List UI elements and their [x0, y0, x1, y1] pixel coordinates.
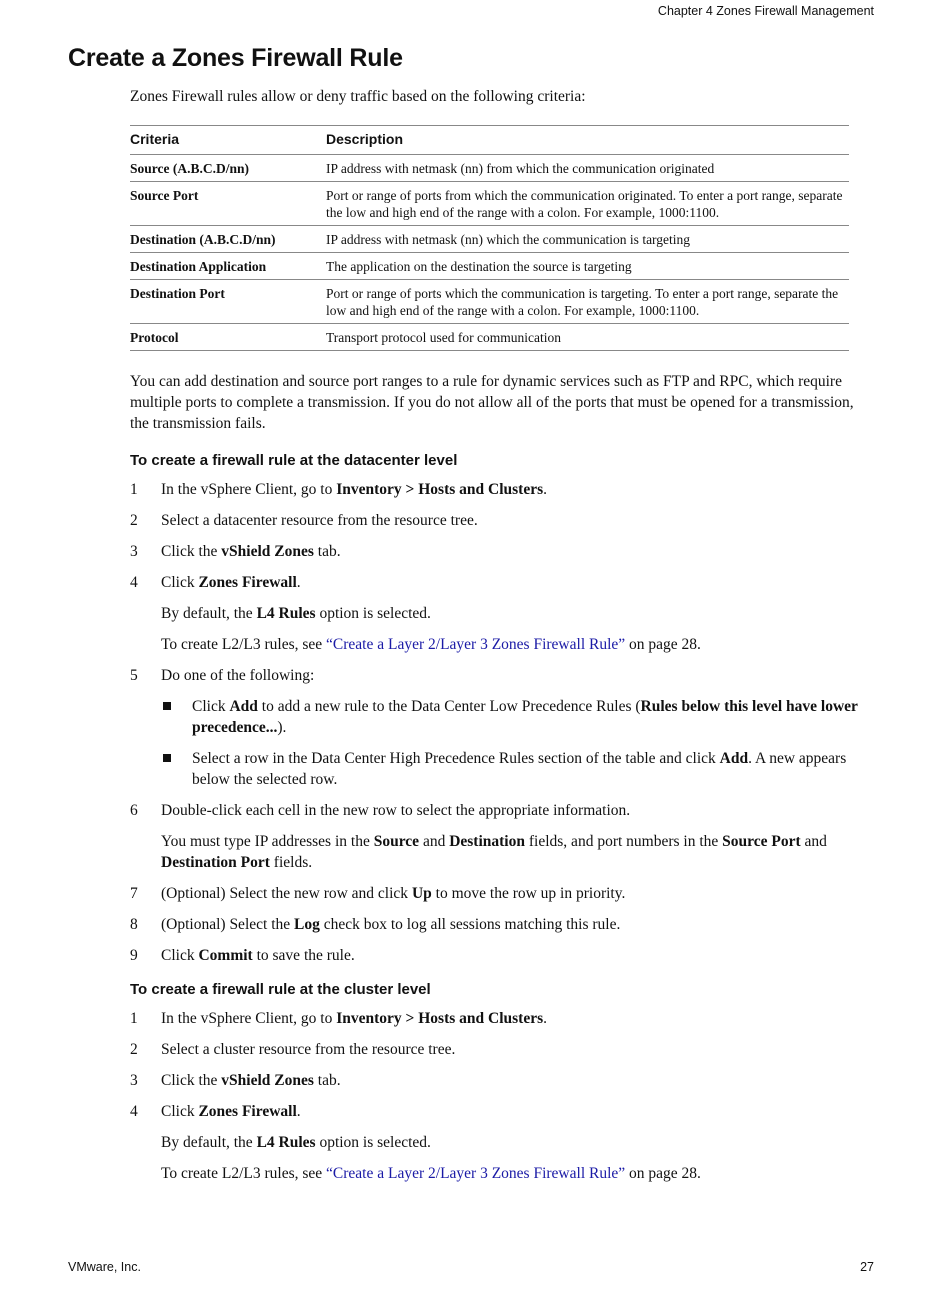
note-text: on page 28. — [625, 1165, 701, 1182]
step-number: 4 — [130, 1103, 138, 1120]
step-item — [130, 572, 875, 655]
step-number: 2 — [130, 512, 138, 529]
note-text: To create L2/L3 rules, see — [161, 636, 327, 653]
step-number: 3 — [130, 543, 138, 560]
step-note — [161, 831, 875, 873]
criteria-cell: Destination Application — [130, 253, 326, 280]
step-text: Double-click each cell in the new row to select the appropriate information. — [161, 802, 631, 819]
bullet-list — [161, 696, 875, 790]
description-cell: Transport protocol used for communication — [326, 324, 849, 351]
description-cell: IP address with netmask (nn) from which the communication originated — [326, 155, 849, 182]
description-cell: Port or range of ports which the communication is targeting. To enter a port range, separate the low and high end of the range with a colon. For example, 1000:1100. — [326, 280, 849, 324]
running-head: Chapter 4 Zones Firewall Management — [657, 4, 874, 18]
note-text: option is selected. — [315, 1134, 431, 1151]
table-header-description: Description — [326, 126, 849, 155]
step-note — [161, 1132, 875, 1153]
step-ui-term: Zones Firewall — [198, 574, 297, 591]
step-number: 3 — [130, 1072, 138, 1089]
square-bullet-icon — [163, 754, 171, 762]
bullet-text: . A new appears below the selected row. — [192, 750, 847, 788]
step-item — [130, 1008, 875, 1029]
table-row — [130, 280, 849, 324]
step-text: tab. — [313, 543, 341, 560]
step-ui-term: Commit — [198, 947, 253, 964]
note-text: You must type IP addresses in the — [161, 833, 374, 850]
bullet-item — [161, 748, 875, 790]
step-number: 1 — [130, 481, 138, 498]
step-text: Select a cluster resource from the resource tree. — [161, 1041, 456, 1058]
step-text: Click — [161, 947, 199, 964]
square-bullet-icon — [163, 702, 171, 710]
step-number: 4 — [130, 574, 138, 591]
step-note — [161, 1163, 875, 1184]
bullet-ui-term: Add — [229, 698, 258, 715]
step-item — [130, 541, 875, 562]
step-text: Click the — [161, 1072, 222, 1089]
description-cell: Port or range of ports from which the communication originated. To enter a port range, separate the low and high end of the range with a colon. For example, 1000:1100. — [326, 182, 849, 226]
steps-list-datacenter — [130, 479, 875, 966]
intro-text: Zones Firewall rules allow or deny traffic based on the following criteria: — [130, 88, 586, 105]
note-text: fields. — [269, 854, 313, 871]
note-ui-term: Destination — [449, 833, 525, 850]
note-text: and — [800, 833, 827, 850]
step-text: . — [543, 481, 547, 498]
note-ui-term: L4 Rules — [256, 605, 316, 622]
step-text: check box to log all sessions matching this rule. — [319, 916, 621, 933]
step-ui-term: Up — [411, 885, 432, 902]
table-row — [130, 324, 849, 351]
table-row — [130, 182, 849, 226]
procedure-heading-datacenter: To create a firewall rule at the datacenter level — [130, 452, 458, 469]
criteria-cell: Destination (A.B.C.D/nn) — [130, 226, 326, 253]
criteria-cell: Source Port — [130, 182, 326, 226]
note-ui-term: Destination Port — [161, 854, 270, 871]
table-header-criteria: Criteria — [130, 126, 326, 155]
note-text: option is selected. — [315, 605, 431, 622]
step-number: 1 — [130, 1010, 138, 1027]
table-row — [130, 155, 849, 182]
step-text: Click the — [161, 543, 222, 560]
criteria-cell: Destination Port — [130, 280, 326, 324]
note-text: By default, the — [161, 1134, 257, 1151]
bullet-text: Select a row in the Data Center High Precedence Rules section of the table and click — [192, 750, 720, 767]
step-number: 2 — [130, 1041, 138, 1058]
table-row — [130, 253, 849, 280]
bullet-ui-term: Add — [719, 750, 749, 767]
bullet-text: Click — [192, 698, 230, 715]
description-cell: The application on the destination the source is targeting — [326, 253, 849, 280]
note-text: and — [419, 833, 450, 850]
step-item — [130, 945, 875, 966]
step-note — [161, 603, 875, 624]
step-text: to move the row up in priority. — [431, 885, 626, 902]
step-item — [130, 883, 875, 904]
note-text: on page 28. — [625, 636, 701, 653]
step-text: . — [543, 1010, 547, 1027]
footer-company: VMware, Inc. — [68, 1260, 141, 1274]
step-ui-term: Log — [294, 916, 320, 933]
step-item — [130, 510, 875, 531]
steps-list-cluster — [130, 1008, 875, 1184]
criteria-table — [130, 125, 849, 351]
bullet-item — [161, 696, 875, 738]
step-note — [161, 634, 875, 655]
note-ui-term: Source — [373, 833, 420, 850]
step-text: In the vSphere Client, go to — [161, 1010, 337, 1027]
step-item — [130, 1070, 875, 1091]
bullet-text: to add a new rule to the Data Center Low Precedence Rules ( — [257, 698, 641, 715]
page-content — [130, 86, 875, 1184]
page-title: Create a Zones Firewall Rule — [68, 44, 403, 72]
note-ui-term: Source Port — [722, 833, 801, 850]
table-row — [130, 226, 849, 253]
step-item — [130, 479, 875, 500]
step-text: Click — [161, 1103, 199, 1120]
note-text: fields, and port numbers in the — [525, 833, 723, 850]
footer-page-number: 27 — [860, 1260, 874, 1274]
step-ui-term: vShield Zones — [221, 1072, 314, 1089]
step-item — [130, 800, 875, 873]
port-ranges-paragraph: You can add destination and source port ranges to a rule for dynamic services such as FTP and RPC, which require multiple ports to complete a transmission. If you do not allow all of the ports that must be opened for a transmission, the transmission fails. — [130, 373, 854, 432]
step-text: . — [296, 1103, 301, 1120]
step-text: (Optional) Select the — [161, 916, 294, 933]
cross-reference-link[interactable]: “Create a Layer 2/Layer 3 Zones Firewall Rule” — [326, 636, 626, 653]
note-text: By default, the — [161, 605, 257, 622]
step-number: 6 — [130, 802, 138, 819]
step-item — [130, 1039, 875, 1060]
step-text: to save the rule. — [252, 947, 355, 964]
step-item — [130, 1101, 875, 1184]
step-text: . — [296, 574, 301, 591]
step-ui-path: Inventory > Hosts and Clusters — [336, 481, 544, 498]
step-number: 5 — [130, 667, 138, 684]
step-text: Click — [161, 574, 199, 591]
note-ui-term: L4 Rules — [256, 1134, 316, 1151]
step-number: 7 — [130, 885, 138, 902]
bullet-ui-term: Rules below this level have lower precedence... — [192, 698, 858, 736]
step-ui-term: Zones Firewall — [198, 1103, 297, 1120]
step-text: tab. — [313, 1072, 341, 1089]
bullet-text: ). — [277, 719, 287, 736]
cross-reference-link[interactable]: “Create a Layer 2/Layer 3 Zones Firewall Rule” — [326, 1165, 626, 1182]
criteria-cell: Source (A.B.C.D/nn) — [130, 155, 326, 182]
step-text: (Optional) Select the new row and click — [161, 885, 412, 902]
step-ui-path: Inventory > Hosts and Clusters — [336, 1010, 544, 1027]
step-number: 9 — [130, 947, 138, 964]
procedure-heading-cluster: To create a firewall rule at the cluster level — [130, 981, 431, 998]
step-item — [130, 914, 875, 935]
step-number: 8 — [130, 916, 138, 933]
criteria-cell: Protocol — [130, 324, 326, 351]
note-text: To create L2/L3 rules, see — [161, 1165, 327, 1182]
step-item — [130, 665, 875, 790]
step-text: Do one of the following: — [161, 667, 315, 684]
table-header-row — [130, 126, 849, 155]
step-text: In the vSphere Client, go to — [161, 481, 337, 498]
step-ui-term: vShield Zones — [221, 543, 314, 560]
description-cell: IP address with netmask (nn) which the communication is targeting — [326, 226, 849, 253]
step-text: Select a datacenter resource from the resource tree. — [161, 512, 478, 529]
